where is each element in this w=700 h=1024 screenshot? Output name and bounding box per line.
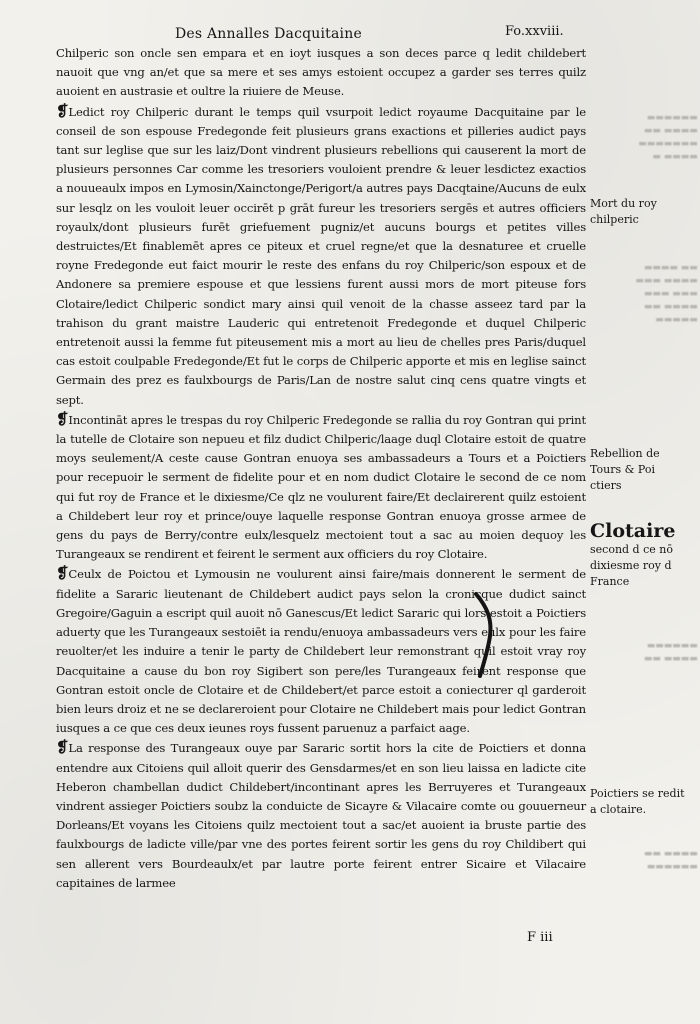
bleed-through-text: ​▬▬▬▬▬▬ ▬▬▬▬ ▬▬ ▬▬▬▬▬▬▬ ▬▬▬▬ ▬ (638, 113, 698, 162)
pilcrow-icon: ❡ (56, 564, 69, 583)
paragraph-4 (56, 564, 586, 738)
paragraph-3 (56, 410, 586, 565)
running-header: Des Annalles Dacquitaine (175, 26, 362, 42)
margin-note-line: Tours & Poi (590, 463, 655, 476)
margin-note-mort-chilperic (590, 196, 698, 228)
margin-note-clotaire (590, 520, 698, 590)
margin-note-line: ctiers (590, 479, 622, 492)
margin-note-line: second d ce nō (590, 543, 673, 556)
margin-note-rebellion (590, 446, 698, 494)
margin-note-line: Poictiers se redit (590, 787, 685, 800)
paragraph-1 (56, 44, 586, 102)
pilcrow-icon: ❡ (56, 409, 69, 428)
paragraph-text: Incontināt apres le trespas du roy Chilperic Fredegonde se rallia du roy Gontran qui print la tutelle de Clotaire son nepueu et filz dudict Chilperic/laage duql Clotaire estoit de quatre moys seulement/A ceste cause Gontran enuoya ses ambassadeurs a Tours et a Poictiers pour recepuoir le serment de fidelite pour et en nom dudict Clotaire le second de ce nom qui fut roy de France et le dixiesme/Ce qlz ne voulurent faire/Et declairerent quilz estoient a Childebert leur roy et prince/ouye laquelle response Gontran enuoya grosse armee de gens du pays de Berry/contre eulx/lesquelz mectoient tout a sac au moien dequoy les Turangeaux se rendirent et feirent le serment aux officiers du roy Clotaire. (56, 412, 586, 562)
margin-note-line: Mort du roy (590, 197, 657, 210)
ink-stroke-mark (470, 590, 500, 680)
paragraph-2 (56, 102, 586, 410)
bleed-through-text: ▬▬▬▬ ▬▬ ▬▬▬▬▬▬ (644, 849, 698, 872)
pilcrow-icon: ❡ (56, 738, 69, 757)
folio-number: Fo.xxviii. (505, 24, 564, 39)
paragraph-text: Ceulx de Poictou et Lymousin ne voulurent ainsi faire/mais donnerent le serment de fidelite a Sararic lieutenant de Childebert audict pays selon la cronicque dudict sainct Gregoire/Gaguin a escript quil auoit nō Ganescus/Et ledict Sararic qui lors estoit a Poictiers aduerty que les Turangeaux sestoiēt ia rendu/enuoya ambassadeurs vers eulx pour les faire reuolter/et les induire a tenir le party de Childebert leur remonstrant quil estoit vray roy Dacquitaine a cause du bon roy Sigibert son pere/les Turangeaux feirent response que Gontran estoit oncle de Clotaire et de Childebert/et parce estoit a coniecturer ql garderoit bien leurs droiz et ne se declareroient pour Clotaire ne Childebert mais pour ledict Gontran iusques a ce que ces deux ieunes roys fussent paruenuz a parfaict aage. (56, 567, 586, 736)
signature-mark: F iii (527, 930, 553, 945)
margin-note-line: chilperic (590, 213, 639, 226)
margin-note-line: dixiesme roy d (590, 559, 672, 572)
paragraph-text: La response des Turangeaux ouye par Sararic sortit hors la cite de Poictiers et donna entendre aux Citoiens quil alloit querir des Gensdarmes/et en son lieu laissa en ladicte cite Heberon chambellan dudict Childebert/incontinant apres les Berruyeres et Turangeaux vindrent assieger Poictiers soubz la conduicte de Sicayre & Vilacaire comte ou gouuerneur Dorleans/Et voyans les Citoiens quilz mectoient tout a sac/et auoient ia bruste partie des faulxbourgs de ladicte ville/par vne des portes feirent sortir les gens du roy Childibert qui sen allerent vers Bourdeaulx/et par lautre porte feirent entrer Sicaire et Vilacaire capitaines de larmee (56, 741, 586, 890)
margin-note-line: Rebellion de (590, 447, 660, 460)
pilcrow-icon: ❡ (56, 101, 69, 120)
margin-note-line: France (590, 575, 630, 588)
bleed-through-text: ▬▬▬▬▬▬ ▬▬▬▬ ▬▬ (644, 641, 698, 664)
paragraph-text: Ledict roy Chilperic durant le temps quil vsurpoit ledict royaume Dacquitaine par le conseil de son espouse Fredegonde feit plusieurs grans exactions et pilleries audict pays tant sur leglise que sur les laiz/Dont vindrent plusieurs rebellions qui causerent la mort de plusieurs personnes Car comme les tresoriers vouloient prendre & leuer lesdictez exactios a nouueaulx impos en Lymosin/Xainctonge/Perigort/a autres pays Dacqtaine/Aucuns de eulx sur lesqlz on les vouloit leuer occirēt p grāt fureur les tresoriers sergēs et autres officiers royaulx/dont plusieurs furēt griefuement pugniz/et aucuns bourgs et petites villes destruictes/Et finablemēt apres ce piteux et cruel regne/et que la desnaturee et cruelle royne Fredegonde eut faict mourir le reste des enfans du roy Chilperic/son espoux et de Andonere sa premiere espouse et que lessiens furent aussi mors de mort piteuse fors Clotaire/ledict Chilperic sondict mary ainsi quil venoit de la chasse asseez tard par la trahison du grant maistre Lauderic qui entretenoit Fredegonde et duquel Chilperic entretenoit aussi la femme fut piteusement mis a mort au lieu de chelles pres Paris/duquel cas estoit coulpable Fredegonde/Et fut le corps de Chilperic apporte et mis en leglise sainct Germain des prez es faulxbourgs de Paris/Lan de nostre salut cinq cens quatre vingts et sept. (56, 104, 586, 407)
paragraph-text: Chilperic son oncle sen empara et en ioyt iusques a son deces parce q ledit childebert nauoit que vng an/et que sa mere et ses amys estoient occupez a garder ses terres quilz auoient en austrasie et oultre la riuiere de Meuse. (56, 46, 586, 99)
bleed-through-text: ▬▬ ▬▬▬▬ ▬▬▬▬ ▬▬▬ ▬▬▬ ▬▬▬ ▬▬▬▬ ▬▬ ▬▬▬▬▬ (635, 263, 698, 325)
margin-note-line: a clotaire. (590, 803, 647, 816)
margin-note-poictiers (590, 786, 698, 818)
margin-note-heading: Clotaire (590, 520, 676, 542)
main-text (56, 44, 586, 893)
paragraph-5 (56, 738, 586, 893)
